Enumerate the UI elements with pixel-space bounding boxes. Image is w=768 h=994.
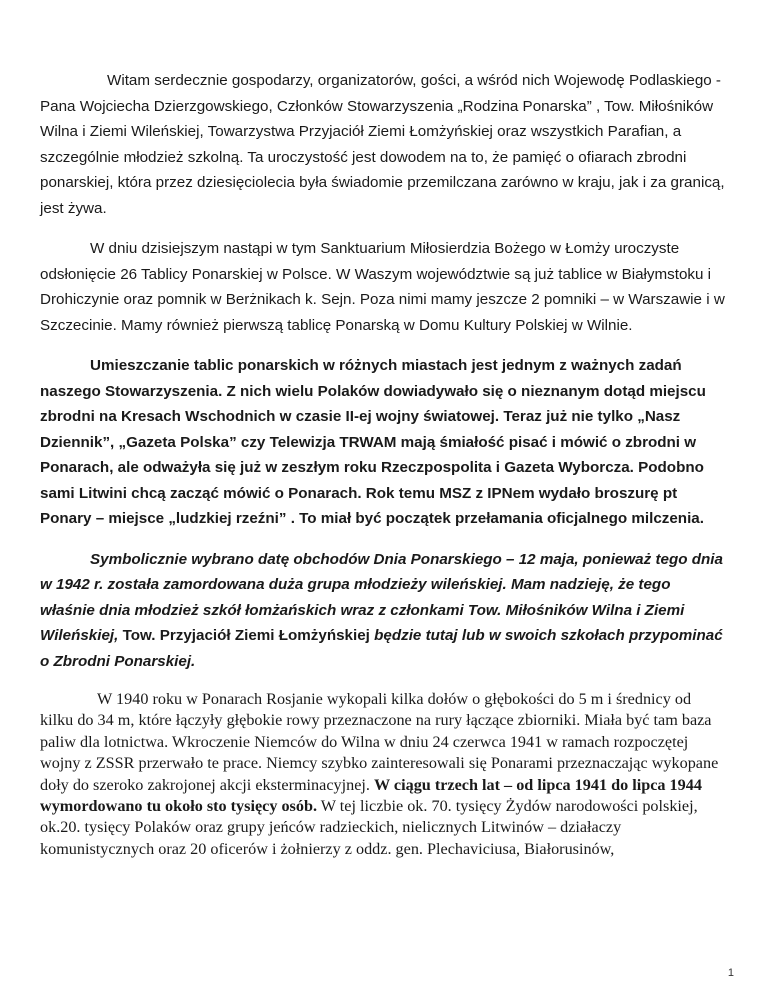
ponary-day-text-3: będzie tutaj lub w swoich szkołach przypominać o Zbrodni Ponarskiej.	[40, 627, 723, 670]
paragraph-history	[40, 689, 728, 860]
ponary-day-text-1: Symbolicznie wybrano datę obchodów Dnia Ponarskiego – 12 maja, ponieważ tego dnia w 1942 r. została zamordowana duża grupa młodzieży wileńskiej. Mam nadzieję, że tego właśnie dnia młodzież szkół łomżańskich wraz z członkami Tow. Miłośników Wilna i Ziemi Wileńskiej,	[40, 550, 723, 644]
history-text-1: W 1940 roku w Ponarach Rosjanie wykopali kilka dołów o głębokości do 5 m i średnicy od kilku do 34 m, które łączyły głębokie rowy przeznaczone na rury łączące zbiorniki. Miała być tam baza paliw dla lotnictwa. Wkroczenie Niemców do Wilna w dniu 24 czerwca 1941 w ramach rozpoczętej wojny z ZSSR przerwało te prace. Niemcy szybko zainteresowali się Ponarami przeznaczając wykopane doły do szeroko zakrojonej akcji eksterminacyjnej.	[40, 690, 719, 794]
page-number: 1	[727, 967, 734, 979]
paragraph-plaques-mission: Umieszczanie tablic ponarskich w różnych miastach jest jednym z ważnych zadań naszego Stowarzyszenia. Z nich wielu Polaków dowiadywało się o nieznanym dotąd miejscu zbrodni na Kresach Wschodnich w czasie II-ej wojny światowej. Teraz już nie tylko „Nasz Dziennik”, „Gazeta Polska” czy Telewizja TRWAM mają śmiałość pisać i mówić o zbrodni w Ponarach, ale odważyła się już w zeszłym roku Rzeczpospolita i Gazeta Wyborcza. Podobno sami Litwini chcą zacząć mówić o Ponarach. Rok temu MSZ z IPNem wydało broszurę pt Ponary – miejsce „ludzkiej rzeźni” . To miał być początek przełamania oficjalnego milczenia.	[40, 357, 706, 527]
paragraph-plaque-unveiling: W dniu dzisiejszym nastąpi w tym Sanktuarium Miłosierdzia Bożego w Łomży uroczyste odsłonięcie 26 Tablicy Ponarskiej w Polsce. W Waszym województwie są już tablice w Białymstoku i Drohiczynie oraz pomnik w Berżnikach k. Sejn. Poza nimi mamy jeszcze 2 pomniki – w Warszawie i w Szczecinie. Mamy również pierwszą tablicę Ponarską w Domu Kultury Polskiej w Wilnie.	[40, 240, 725, 334]
paragraph-ponary-day	[40, 547, 728, 675]
history-bold-text: W ciągu trzech lat – od lipca 1941 do lipca 1944 wymordowano tu około sto tysięcy osób.	[40, 775, 702, 816]
history-text-2: W tej liczbie ok. 70. tysięcy Żydów narodowości polskiej, ok.20. tysięcy Polaków oraz grupy jeńców radzieckich, nielicznych Litwinów – działaczy komunistycznych oraz 20 oficerów i żołnierzy z oddz. gen. Plechaviciusa, Białorusinów,	[40, 797, 698, 858]
paragraph-greeting: Witam serdecznie gospodarzy, organizatorów, gości, a wśród nich Wojewodę Podlaskiego - Pana Wojciecha Dzierzgowskiego, Członków Stowarzyszenia „Rodzina Ponarska” , Tow. Miłośników Wilna i Ziemi Wileńskiej, Towarzystwa Przyjaciół Ziemi Łomżyńskiej oraz wszystkich Parafian, a szczególnie młodzież szkolną. Ta uroczystość jest dowodem na to, że pamięć o ofiarach zbrodni ponarskiej, która przez dziesięciolecia była świadomie przemilczana zarówno w kraju, jak i za granicą, jest żywa.	[40, 72, 725, 217]
ponary-day-text-2: Tow. Przyjaciół Ziemi Łomżyńskiej	[122, 627, 375, 644]
